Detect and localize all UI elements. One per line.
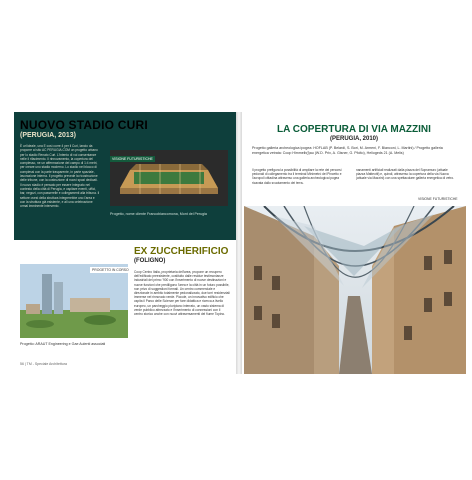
zuccherificio-title: EX ZUCCHERIFICIO xyxy=(134,246,229,257)
zuccherificio-image-tag: PROGETTO IN CORSO xyxy=(92,268,129,272)
mazzini-street-image xyxy=(244,206,466,374)
stadio-section xyxy=(14,112,236,240)
magazine-spread xyxy=(14,112,466,374)
zuccherificio-render-image xyxy=(20,264,128,338)
zuccherificio-body: Coop Centro Italia, proprietaria dell'area, propone un recupero dell'edificato preesistente, costituito dalle residue testimonianze industriali del primo '900 con l'inserimento di nuove destinazioni e nuove funzioni che prediligono l'area e la città in un futuro possibile, non privo di suggestioni formali. Un centro commerciale e direzionale in ambito totalmente pedonalizzato, due torri residenziali immerse nel rinnovato verde. Piccole, un innovativo edificio che ospita il Parco delle Scienze per fare didattica e ricerca a livello europeo, un parcheggio pluripiano interrato, un vasto sistema di verde pubblico attrezzato e l'inserimento di connessioni con il centro storico anche con nuovi attraversamenti del fiume Topino. xyxy=(134,270,230,317)
zuccherificio-caption: Progetto: ARAUT Engineering e Gae Aulenti associati xyxy=(20,342,106,346)
glass-canopy-illustration xyxy=(244,206,466,374)
mazzini-text-column-1: Il progetto prefigura la possibilità di ampliare la rete dei percorsi pedonali di collegamento tra il terminal Minimetrò del Pincetto e l'acropoli cittadina attraverso una galleria archeologica ipogea ricavata dallo svuotamento dei terra- xyxy=(252,168,342,185)
stadio-image-tag: VISIONE FUTURISTICHE xyxy=(112,157,153,161)
left-page xyxy=(14,112,236,374)
mazzini-text-column-2: nanamenti artificiali realizzati dalla piazza del Sopramuro (attuale piazza Matteotti) e, quindi, attraverso la copertura della via Nuova (attuale via Mazzini) con una spettacolare galleria energetica di vetro. xyxy=(356,168,454,181)
mazzini-credits: Progetto galleria archeologica ipogea: HOFLAB (P. Belardi, S. Bori, M. Armeni, F. Bianconi, L. Martini) / Progetto galleria energetica vetrata: Coop Himmelb(l)au (W.D. Prix, A. Gisner, G. Pfolto), Heliogeds 21 (A. Melis) xyxy=(252,146,443,155)
towers-illustration xyxy=(20,264,128,338)
stadio-title: NUOVO STADIO CURI xyxy=(20,118,148,132)
stadio-subtitle: (PERUGIA, 2013) xyxy=(20,132,77,139)
zuccherificio-subtitle: (FOLIGNO) xyxy=(134,258,166,264)
stadio-caption: Progetto, nome cliente Francobiancomona, Mont del Perugia xyxy=(110,212,207,216)
page-footer: 56 | TM - Speciale Architettura xyxy=(20,362,67,366)
mazzini-subtitle: (PERUGIA, 2010) xyxy=(329,136,378,142)
right-page xyxy=(242,112,466,374)
mazzini-image-tag: VISIONE FUTURISTICHE xyxy=(418,197,458,201)
stadio-body: È un'ideale, una E così corre 4 per il Curi, lancio da proporre al sito AC PERUGIA.COM un progetto urbano per lo stadio Renato Curi. L'intento di voi consentanze nelle il rifacimento. Il rinnovamento, la copertura del complesso, ne un affermazione del campo di 1:4 metri, per creare uno stadio moderno. Lo stadio nel blocco di complessi con la parte trasparente, in parte spaziale, lavorazione interna. Il progetto prevede la ricostruzione delle tribune, con la costruzione di nuovi spazi dedicati. Il nuovo stadio è pensato per essere integrato nel contesto della città di Perugia, e ospitare eventi, uffici, bar, negozi, con passerelle e collegamenti alla tribuna. Il settore ovest della struttura integrerebbe uno l'area e con la struttura già esistente, e all una celebrazione ormai imminente intervento. xyxy=(20,144,100,209)
mazzini-title: LA COPERTURA DI VIA MAZZINI xyxy=(277,124,431,135)
